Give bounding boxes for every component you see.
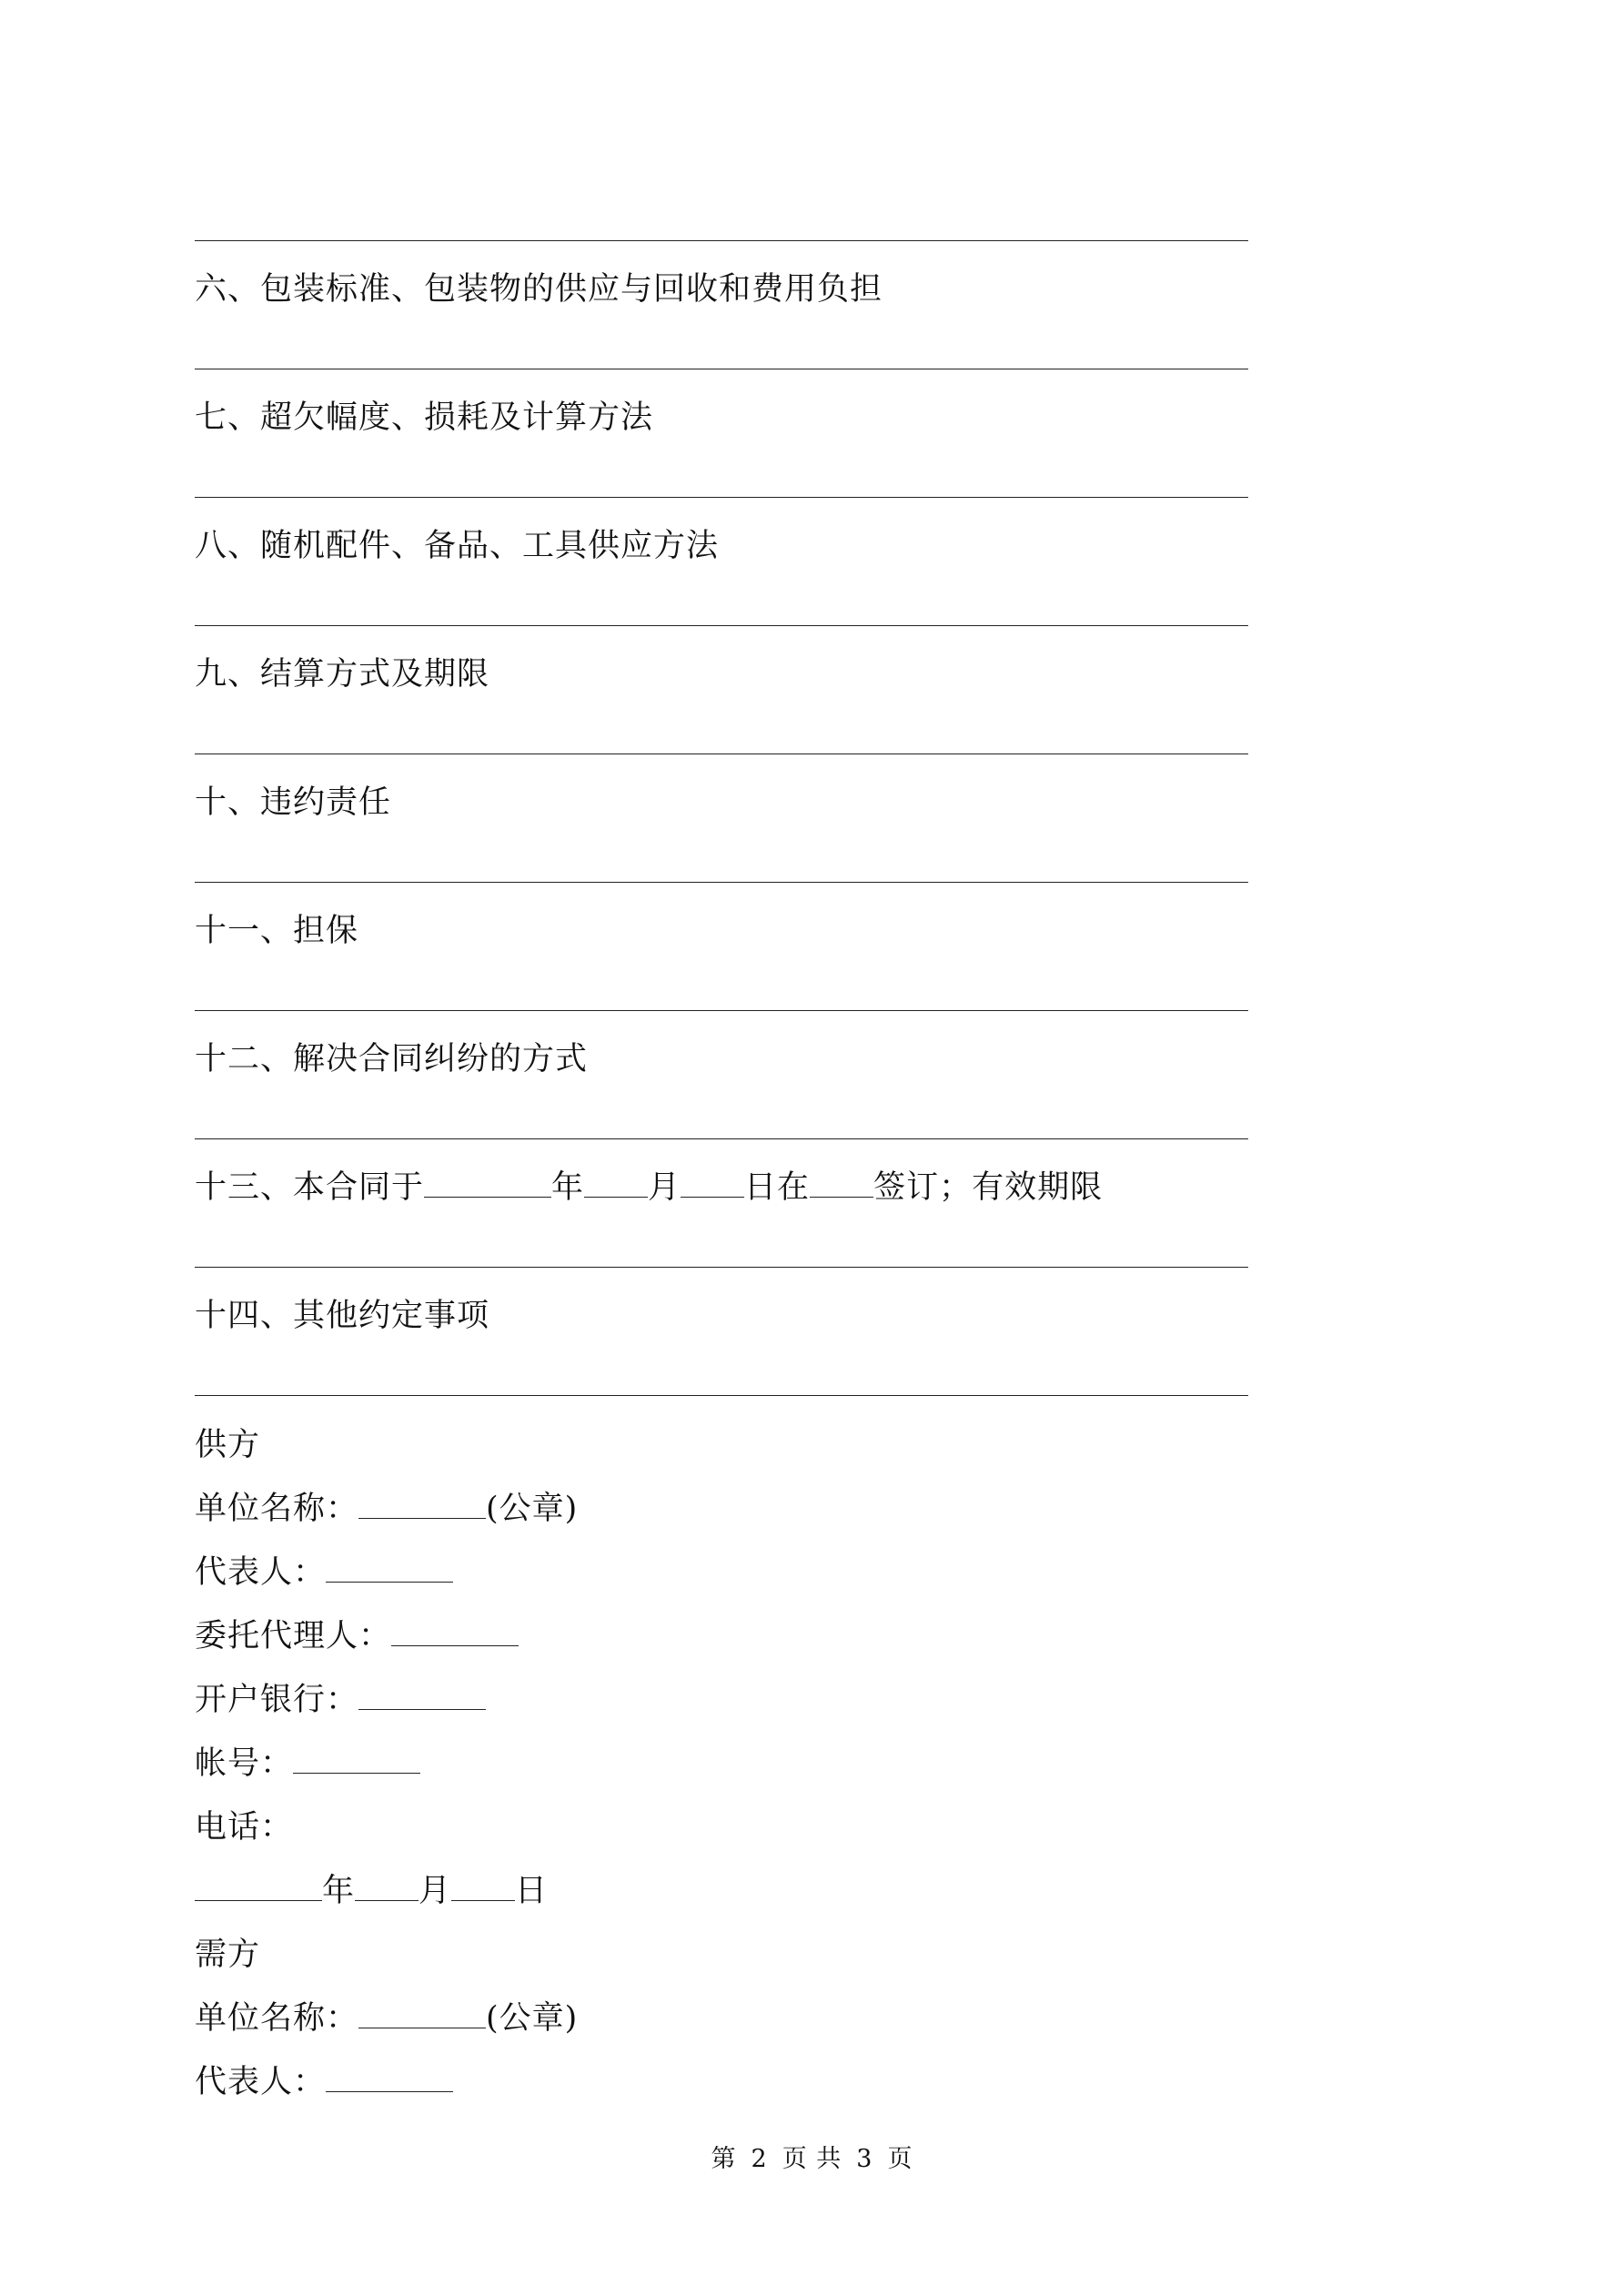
section-heading-7: 七、超欠幅度、损耗及计算方法 <box>195 400 654 436</box>
representative-blank[interactable] <box>326 1553 453 1583</box>
fill-in-line <box>195 625 1248 626</box>
buyer-representative-label: 代表人： <box>195 2064 327 2100</box>
date-year-blank[interactable] <box>195 1871 322 1901</box>
fill-in-line <box>195 1267 1248 1268</box>
bank-blank[interactable] <box>358 1680 486 1710</box>
unit-name-blank[interactable] <box>358 1489 486 1519</box>
supplier-phone <box>195 1807 293 1847</box>
supplier-bank <box>195 1680 486 1720</box>
page-number: 2 <box>751 2145 768 2173</box>
month-blank[interactable] <box>584 1168 648 1198</box>
section-heading-8: 八、随机配件、备品、工具供应方法 <box>195 528 720 564</box>
signed-label: 签订；有效期限 <box>873 1169 1104 1206</box>
supplier-agent <box>195 1616 519 1656</box>
supplier-account <box>195 1744 420 1784</box>
fill-in-line <box>195 240 1248 241</box>
section-heading-9: 九、结算方式及期限 <box>195 656 490 693</box>
fill-in-line <box>195 1138 1248 1139</box>
supplier-unit-name <box>195 1489 578 1529</box>
supplier-representative <box>195 1553 453 1593</box>
section-heading-12: 十二、解决合同纠纷的方式 <box>195 1041 589 1077</box>
unit-name-label: 单位名称： <box>195 1491 359 1527</box>
account-blank[interactable] <box>293 1744 420 1774</box>
date-day-label: 日 <box>515 1873 549 1909</box>
section-heading-11: 十一、担保 <box>195 913 359 949</box>
section-heading-14: 十四、其他约定事项 <box>195 1298 490 1334</box>
fill-in-line <box>195 1010 1248 1011</box>
page-label-mid: 页 共 <box>782 2145 842 2173</box>
buyer-seal-label: (公章) <box>486 2000 579 2037</box>
section-heading-10: 十、违约责任 <box>195 784 392 821</box>
day-blank[interactable] <box>681 1168 744 1198</box>
phone-label: 电话： <box>195 1809 294 1846</box>
fill-in-line <box>195 882 1248 883</box>
section-heading-13 <box>195 1168 1103 1208</box>
seal-label: (公章) <box>486 1491 579 1527</box>
date-day-blank[interactable] <box>451 1871 515 1901</box>
clause13-prefix: 十三、本合同于 <box>195 1169 425 1206</box>
page-label-suffix: 页 <box>887 2145 913 2173</box>
page-label-prefix: 第 <box>711 2145 737 2173</box>
month-label: 月 <box>648 1169 681 1206</box>
buyer-title: 需方 <box>195 1937 261 1973</box>
fill-in-line <box>195 1395 1248 1396</box>
fill-in-line <box>195 497 1248 498</box>
place-blank[interactable] <box>810 1168 873 1198</box>
supplier-date <box>195 1871 548 1911</box>
supplier-title: 供方 <box>195 1427 261 1463</box>
bank-label: 开户银行： <box>195 1682 359 1718</box>
page-footer <box>0 2144 1624 2175</box>
year-label: 年 <box>551 1169 585 1206</box>
buyer-representative-blank[interactable] <box>326 2062 453 2092</box>
account-label: 帐号： <box>195 1745 294 1782</box>
page-total: 3 <box>856 2145 873 2173</box>
year-blank[interactable] <box>424 1168 551 1198</box>
buyer-representative <box>195 2062 453 2102</box>
day-label: 日在 <box>744 1169 811 1206</box>
buyer-unit-name <box>195 1998 578 2038</box>
date-month-blank[interactable] <box>355 1871 419 1901</box>
buyer-unit-name-label: 单位名称： <box>195 2000 359 2037</box>
date-year-label: 年 <box>322 1873 356 1909</box>
section-heading-6: 六、包装标准、包装物的供应与回收和费用负担 <box>195 271 883 308</box>
representative-label: 代表人： <box>195 1554 327 1591</box>
buyer-unit-name-blank[interactable] <box>358 1998 486 2028</box>
date-month-label: 月 <box>419 1873 452 1909</box>
agent-label: 委托代理人： <box>195 1618 392 1654</box>
agent-blank[interactable] <box>391 1616 519 1646</box>
